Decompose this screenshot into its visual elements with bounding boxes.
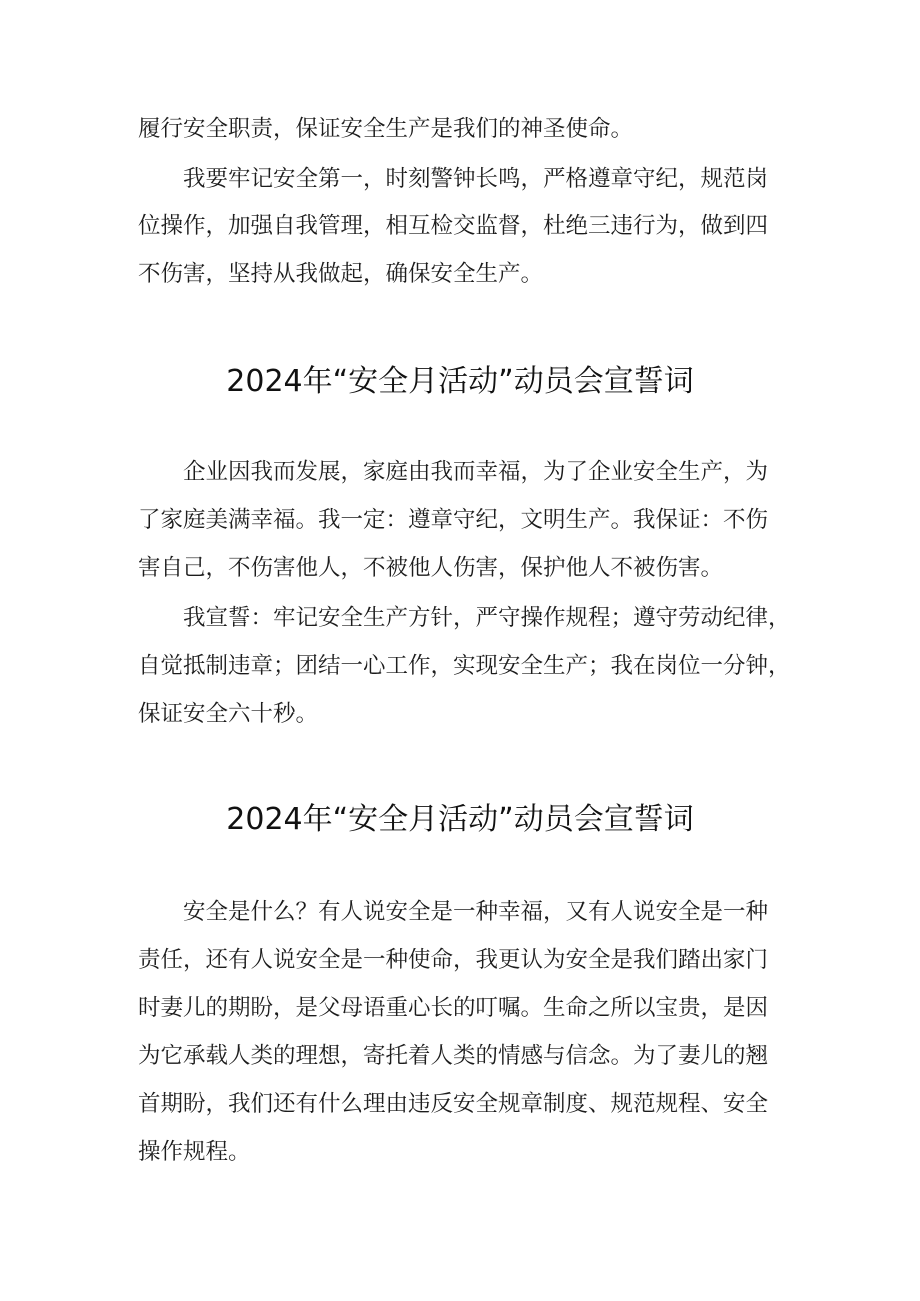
text-line: 责任，还有人说安全是一种使命，我更认为安全是我们踏出家门: [138, 947, 769, 973]
text-line: 位操作，加强自我管理，相互检交监督，杜绝三违行为，做到四: [138, 213, 769, 239]
text-line: 为它承载人类的理想，寄托着人类的情感与信念。为了妻儿的翘: [138, 1043, 769, 1069]
text-line: 时妻儿的期盼，是父母语重心长的叮嘱。生命之所以宝贵，是因: [138, 995, 769, 1021]
text-line: 安全是什么？有人说安全是一种幸福，又有人说安全是一种: [183, 899, 769, 925]
text-line: 我宣誓：牢记安全生产方针，严守操作规程；遵守劳动纪律，: [183, 605, 791, 631]
text-line: 我要牢记安全第一，时刻警钟长鸣，严格遵章守纪，规范岗: [183, 166, 769, 192]
text-line: 不伤害，坚持从我做起，确保安全生产。: [138, 261, 544, 287]
text-line: 了家庭美满幸福。我一定：遵章守纪，文明生产。我保证：不伤: [138, 507, 769, 533]
section-title: 2024年“安全月活动”动员会宣誓词: [226, 802, 694, 837]
text-line: 首期盼，我们还有什么理由违反安全规章制度、规范规程、安全: [138, 1091, 769, 1117]
text-line: 害自己，不伤害他人，不被他人伤害，保护他人不被伤害。: [138, 555, 724, 581]
section-title: 2024年“安全月活动”动员会宣誓词: [226, 364, 694, 399]
text-line: 履行安全职责，保证安全生产是我们的神圣使命。: [138, 116, 634, 142]
text-line: 保证安全六十秒。: [138, 701, 319, 727]
text-line: 操作规程。: [138, 1139, 251, 1165]
text-line: 自觉抵制违章；团结一心工作，实现安全生产；我在岗位一分钟，: [138, 653, 791, 679]
text-line: 企业因我而发展，家庭由我而幸福，为了企业安全生产，为: [183, 459, 769, 485]
